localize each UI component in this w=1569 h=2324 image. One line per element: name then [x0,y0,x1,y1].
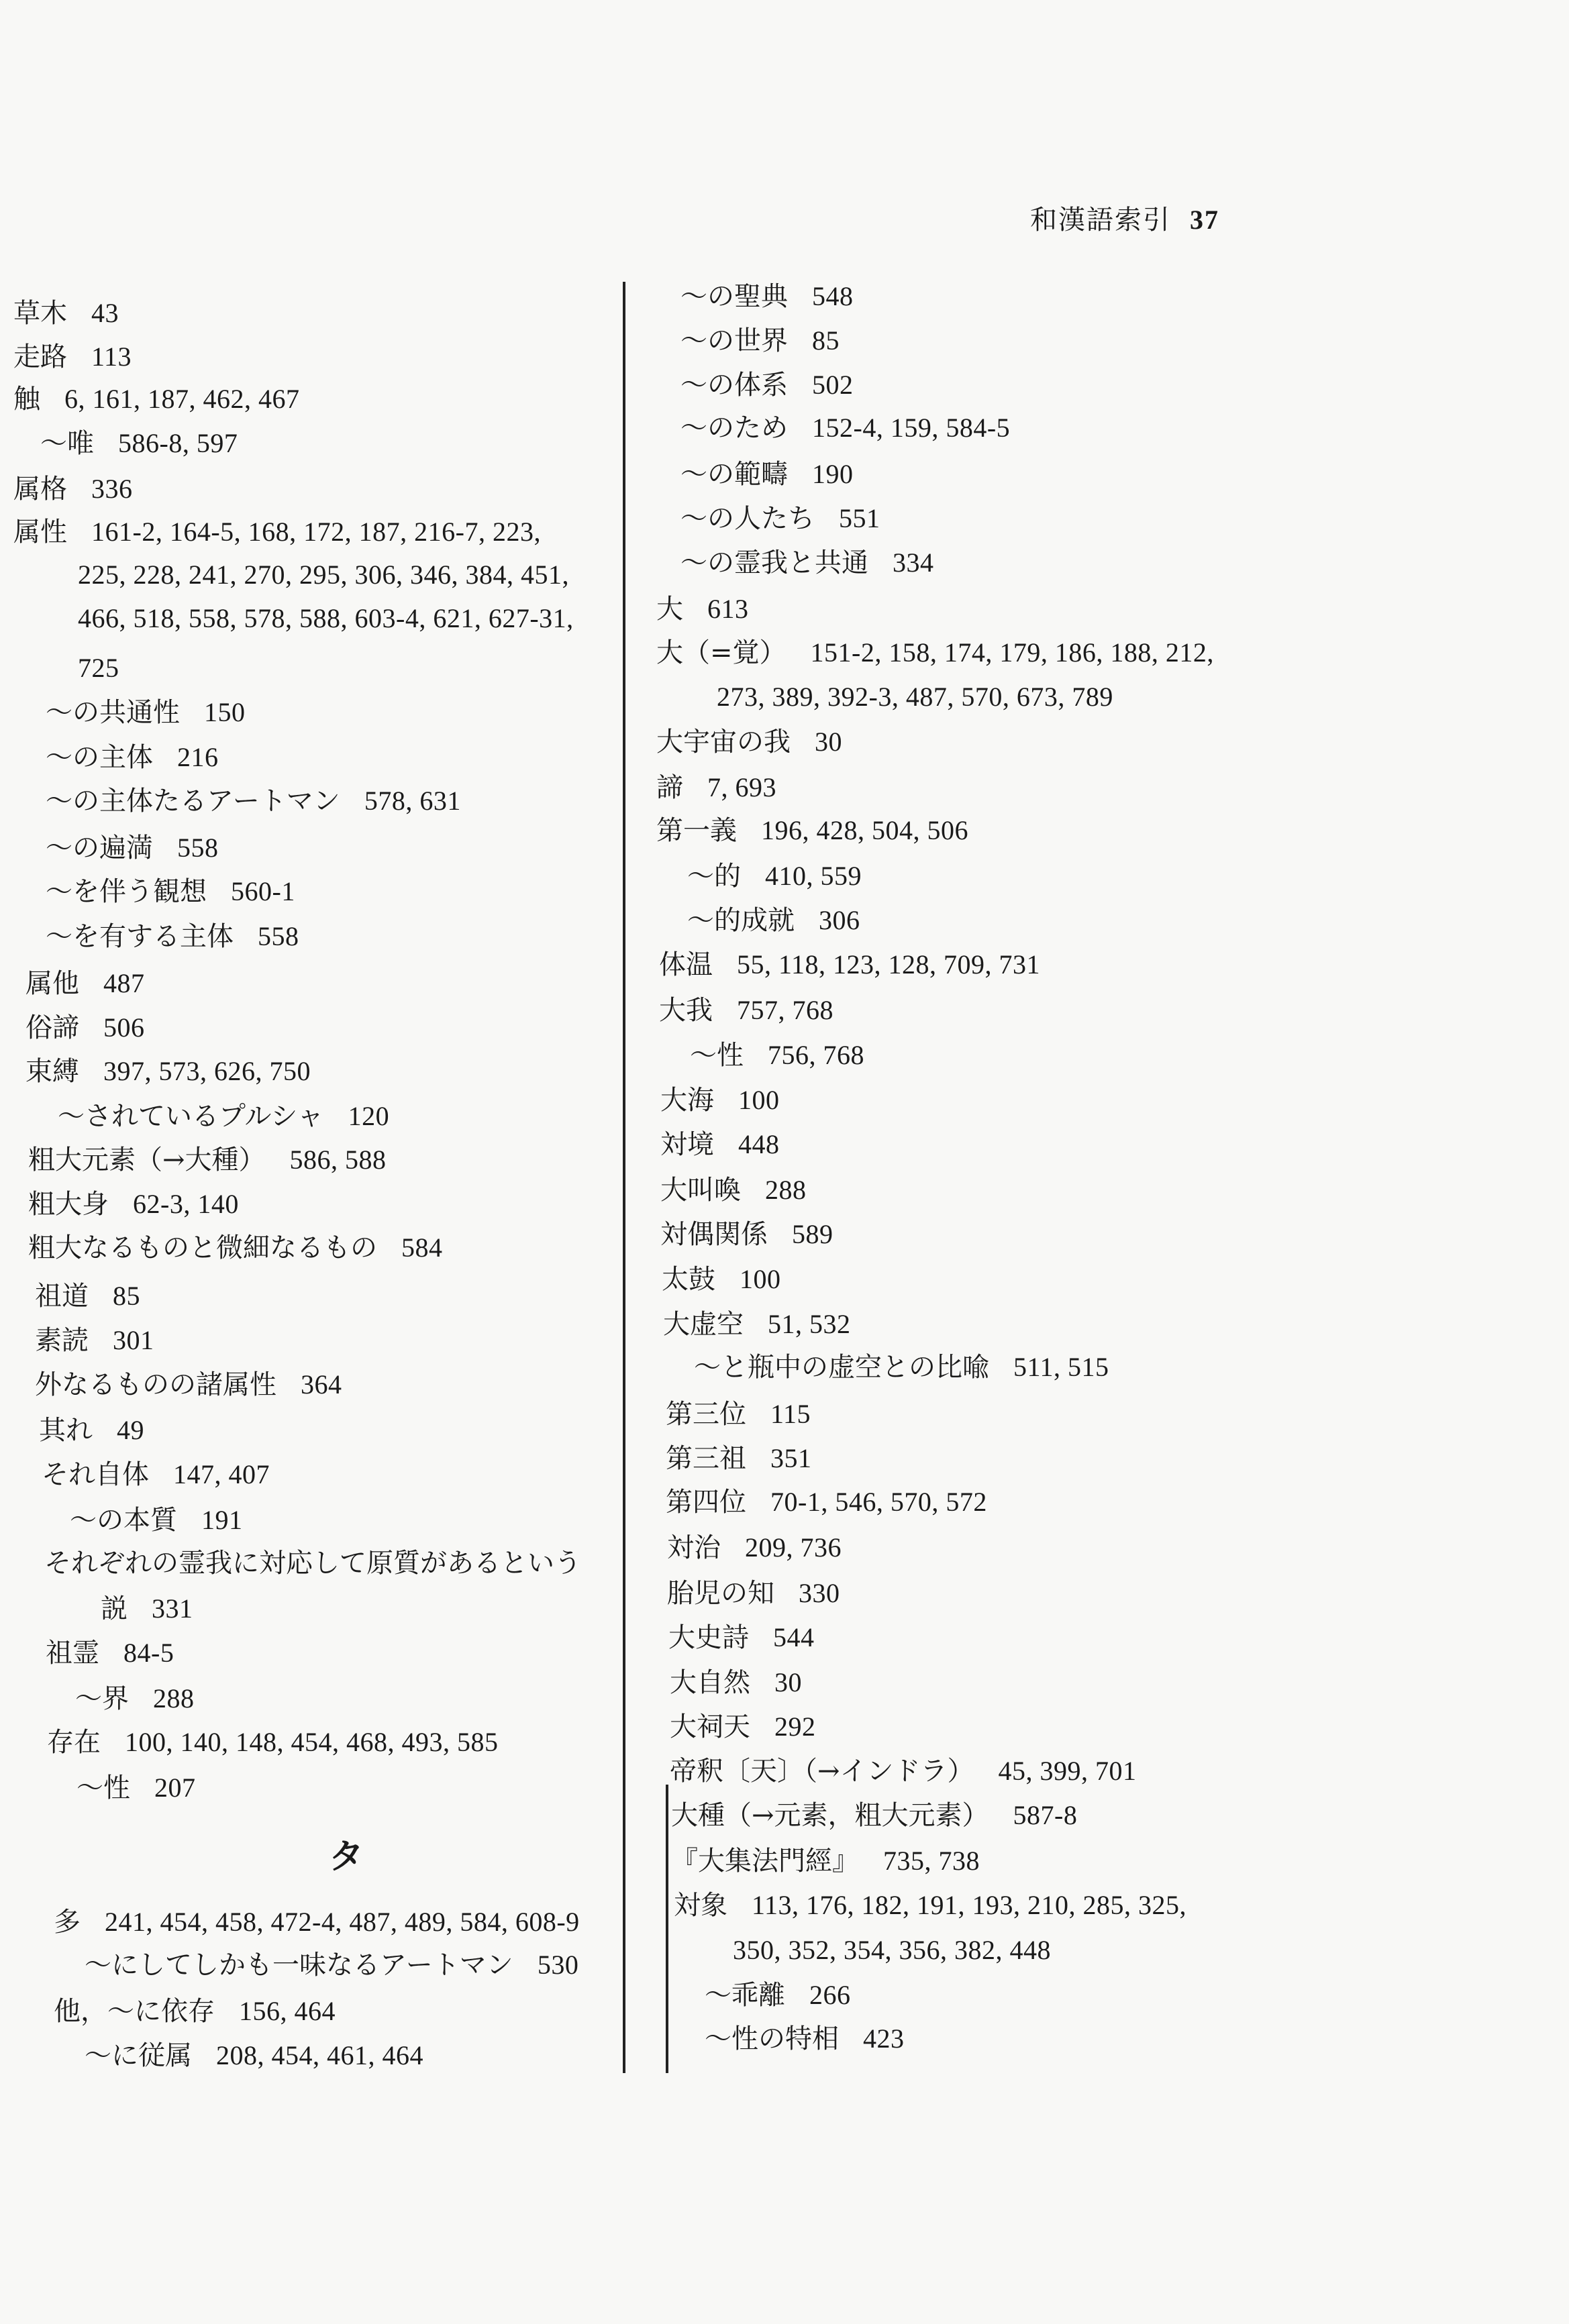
index-entry: 祖霊 84-5 [46,1638,174,1669]
index-subentry: ～的成就 306 [687,905,860,936]
index-subentry: ～の世界 85 [680,325,840,356]
page-number: 37 [1190,205,1219,235]
index-subentry: ～のため 152-4, 159, 584-5 [680,413,1011,443]
index-subentry: ～的 410, 559 [687,861,862,892]
index-entry: 触 6, 161, 187, 462, 467 [13,384,300,415]
index-subentry: ～に従属 208, 454, 461, 464 [85,2040,423,2071]
index-entry: 大海 100 [660,1085,780,1116]
index-entry: 大（=覚） 151-2, 158, 174, 179, 186, 188, 212, [656,637,1214,668]
index-subentry: ～の体系 502 [680,370,854,401]
index-subentry: ～性 207 [77,1773,196,1803]
index-entry: それ自体 147, 407 [42,1459,270,1490]
index-entry: 粗大身 62-3, 140 [28,1189,239,1220]
index-subentry: ～唯 586-8, 597 [40,428,238,459]
index-subentry: ～されているプルシャ 120 [58,1101,390,1132]
index-entry: 大虚空 51, 532 [663,1309,851,1340]
index-entry: 属他 487 [26,968,145,999]
index-entry: 対象 113, 176, 182, 191, 193, 210, 285, 325, [674,1890,1187,1921]
index-subentry: ～の遍満 558 [46,833,219,863]
column-divider-lower [666,1785,668,2073]
index-subentry: ～性の特相 423 [705,2023,905,2054]
index-entry: それぞれの霊我に対応して原質があるという [44,1548,581,1579]
index-entry: 太鼓 100 [662,1264,781,1295]
index-subentry: ～乖離 266 [705,1980,851,2011]
index-entry: 俗諦 506 [26,1012,145,1043]
index-entry: 粗大元素（→大種） 586, 588 [28,1145,387,1175]
index-subentry: ～を伴う観想 560-1 [46,876,295,907]
index-entry: 外なるものの諸属性 364 [35,1369,342,1400]
index-continuation: 466, 518, 558, 578, 588, 603-4, 621, 627-31, [78,603,574,633]
index-subentry: ～と瓶中の虚空との比喩 511, 515 [694,1352,1109,1383]
index-continuation: 273, 389, 392-3, 487, 570, 673, 789 [717,682,1113,712]
index-entry: 属性 161-2, 164-5, 168, 172, 187, 216-7, 223, [13,517,541,547]
index-continuation: 725 [78,653,119,683]
index-entry: 属格 336 [13,474,133,505]
index-subentry: ～の主体たるアートマン 578, 631 [46,786,461,816]
index-entry: 対境 448 [660,1129,780,1160]
index-entry: 走路 113 [13,341,132,372]
index-entry: 大宇宙の我 30 [656,727,842,757]
index-entry: 『大集法門經』 735, 738 [671,1846,980,1877]
index-subentry: ～の本質 191 [70,1505,243,1536]
index-entry: 素読 301 [35,1325,154,1356]
index-subentry: ～性 756, 768 [690,1040,864,1071]
index-entry: 体温 55, 118, 123, 128, 709, 731 [659,949,1041,980]
index-entry: 大自然 30 [670,1667,802,1698]
index-entry: 第三祖 351 [666,1443,812,1474]
index-entry: 第一義 196, 428, 504, 506 [656,815,968,846]
index-entry: 粗大なるものと微細なるもの 584 [28,1232,443,1263]
index-entry: 大我 757, 768 [659,995,833,1026]
index-continuation: 350, 352, 354, 356, 382, 448 [733,1935,1051,1965]
index-entry: 大史詩 544 [668,1622,815,1653]
index-entry: 大種（→元素，粗大元素） 587-8 [671,1800,1078,1831]
index-entry: 対治 209, 736 [667,1532,842,1563]
index-title: 和漢語索引 [1030,205,1171,235]
index-entry: 諦 7, 693 [656,772,776,803]
index-entry: 第三位 115 [666,1399,811,1430]
index-entry: 大祠天 292 [670,1711,816,1742]
index-entry: 草木 43 [13,298,119,329]
index-continuation: 説 331 [101,1593,193,1624]
index-entry: 大 613 [656,594,749,625]
index-entry: 帝釈〔天〕（→インドラ） 45, 399, 701 [670,1756,1137,1787]
index-subentry: ～の聖典 548 [680,281,854,312]
index-subentry: ～界 288 [75,1683,195,1714]
index-entry: 其れ 49 [39,1415,144,1446]
index-entry: 対偶関係 589 [660,1219,833,1250]
index-subentry: ～を有する主体 558 [46,921,299,952]
index-subentry: ～にしてしかも一味なるアートマン 530 [85,1950,579,1980]
running-head [1030,199,1219,237]
index-entry: 大叫喚 288 [660,1175,807,1206]
index-entry: 胎児の知 330 [667,1578,840,1609]
index-continuation: 225, 228, 241, 270, 295, 306, 346, 384, 451, [78,560,569,590]
index-subentry: ～の共通性 150 [46,697,246,728]
index-subentry: ～の範疇 190 [680,459,854,490]
index-entry: 祖道 85 [35,1281,140,1312]
column-divider [623,282,625,2073]
index-entry: 第四位 70-1, 546, 570, 572 [666,1487,987,1518]
index-subentry: ～の主体 216 [46,742,219,773]
index-entry: 存在 100, 140, 148, 454, 468, 493, 585 [47,1727,499,1758]
index-entry: 他，～に依存 156, 464 [54,1996,336,2027]
section-heading: タ [329,1836,364,1877]
index-entry: 束縛 397, 573, 626, 750 [26,1056,311,1087]
index-subentry: ～の霊我と共通 334 [680,547,934,578]
index-subentry: ～の人たち 551 [680,503,880,534]
index-entry: 多 241, 454, 458, 472-4, 487, 489, 584, 608-9 [54,1907,580,1938]
